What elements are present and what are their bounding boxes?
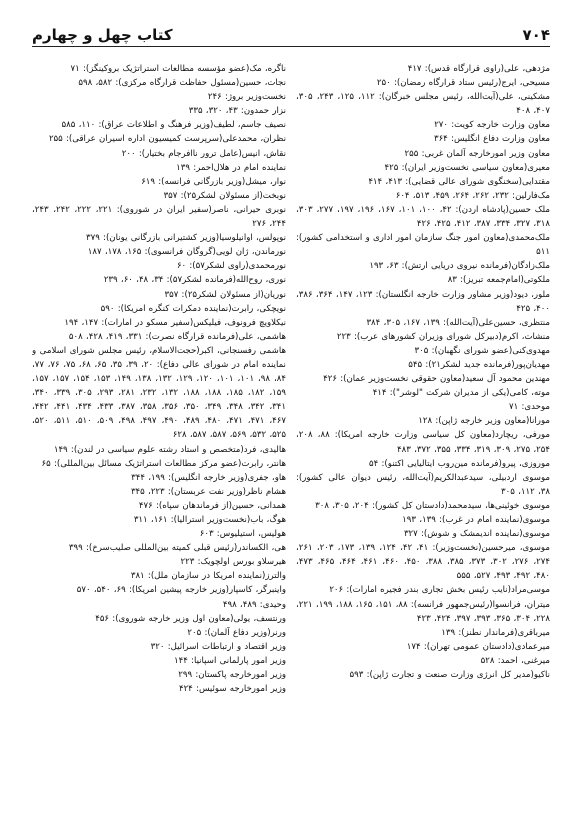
- index-entry: نویچکی، رابرت(نماینده دمکرات کنگره امریکا): ۵۹۰: [100, 303, 286, 314]
- index-entry: مشکینی، علی(آیت‌الله، رئیس مجلس خبرگان): ۱۱۲، ۱۲۵، ۲۴۳، ۳۰۵، ۴۰۷، ۴۰۸: [296, 92, 550, 117]
- page-header: [32, 20, 550, 47]
- index-entry: نصیف جاسم، لطیف(وزیر فرهنگ و اطلاعات عراق): ۱۱۰، ۵۸۵: [61, 120, 286, 131]
- index-entry: مهدیان‌پور(فرمانده جدید لشکر۲۱): ۵۴۵: [408, 359, 550, 370]
- page-number: ۷۰۴: [522, 26, 550, 44]
- index-entry: ملکوتی(امام‌جمعه تبریز): ۸۳: [447, 275, 550, 286]
- index-column-right: [296, 62, 550, 806]
- index-entry: وزیر امورخارجه پاکستان: ۲۹۹: [178, 670, 286, 681]
- index-entry: ورنر(وزیر دفاع آلمان): ۲۰۵: [187, 627, 286, 638]
- index-entry: نوپولس، اوانیلوسیا(وزیر کشتیرانی بازرگانی یونان): ۳۷۹: [85, 233, 286, 244]
- index-entry: مسیحی، ایرج(رئیس ستاد قرارگاه رمضان): ۲۵۰: [376, 78, 550, 89]
- index-entry: والترز(نماینده امریکا در سازمان ملل): ۳۸۱: [130, 571, 286, 582]
- index-entry: مهندین محمود آل سعید(معاون حقوقی نخست‌وزیر عمان): ۴۲۶: [323, 374, 550, 385]
- index-entry: وحیدی: ۴۸۹، ۴۹۸: [222, 599, 286, 610]
- index-entry: نورماندن، ژان لویی(گروگان فرانسوی): ۱۶۵، ۱۷۸، ۱۸۷: [87, 247, 286, 258]
- index-entry: نیکلاویچ فرونوف، فیلیکس(سفیر مسکو در امارات): ۱۴۷، ۱۹۴: [64, 317, 286, 328]
- index-entry: معاون وزارت خارجه کویت: ۲۷۰: [434, 120, 550, 131]
- index-entry: هاشمی رفسنجانی، اکبر(حجت‌الاسلام، رئیس مجلس شورای اسلامی و نماینده امام در شورای عالی دفاع): ۲۰، ۳۹، ۳۵، ۶۵، ۶۸، ۷۵، ۷۶، ۷۷، ۸۴، ۹۸، ۱۰۱، ۱۰۱، ۱۲۰، ۱۲۹، ۱۳۲، ۱۳۸، ۱۴۹، ۱۵۳، ۱۵۴، ۱۵۷، ۱۵۷، ۱۵۹، ۱۸۲، ۱۸۵، ۱۸۸، ۱۸۸، ۱۳۲، ۲۳۲، ۲۸۱، ۲۹۳، ۳۰۵، ۳۳۹، ۳۴۰، ۳۴۱، ۳۴۲، ۳۴۸، ۳۴۹، ۳۵۰، ۳۵۶، ۳۵۸، ۳۸۷، ۴۳۳، ۴۳۴، ۴۴۱، ۴۴۲، ۴۶۷، ۴۷۱، ۴۷۱، ۴۸۰، ۴۸۹، ۴۹۰، ۴۹۷، ۴۹۸، ۵۰۹، ۵۱۰، ۵۱۱، ۵۲۰، ۵۲۵، ۵۳۲، ۵۶۹، ۵۸۷، ۵۸۷، ۶۲۸: [32, 345, 286, 441]
- index-entry: هاو، جفری(وزیر خارجه انگلیس): ۱۹۹، ۳۴۴: [131, 472, 286, 483]
- index-entry: نوری، روح‌الله(فرمانده لشکر۵۷): ۳۴، ۴۸، ۶۰، ۲۳۹: [103, 275, 286, 286]
- index-column-left: [32, 62, 286, 806]
- index-entry: موسی‌مراد(نایب رئیس بخش تجاری بندر فجیره امارات): ۲۰۶: [329, 585, 550, 596]
- index-entry: نوبخت(از مسئولان لشکر۲۵): ۳۵۷: [163, 190, 286, 201]
- index-entry: ورنتسف، یولی(معاون اول وزیر خارجه شوروی): ۴۵۶: [95, 613, 286, 624]
- index-entry: مقتدایی(سخنگوی شورای عالی قضایی): ۴۱۳، ۴۱۴: [368, 176, 550, 187]
- index-entry: هیرسلاو بورس اولچویک: ۲۲۳: [180, 557, 286, 568]
- index-entry: موسوی، میرحسین(نخست‌وزیر): ۴۱، ۴۲، ۱۲۴، ۱۳۹، ۱۷۳، ۲۰۳، ۲۶۱، ۲۷۴، ۲۷۶، ۳۰۲، ۳۷۳، ۳۸۵، ۳۸۸، ۴۵۰، ۴۶۰، ۴۶۱، ۴۶۴، ۴۶۵، ۴۷۳، ۴۸۰، ۴۹۲، ۴۹۳، ۵۲۷، ۵۵۵: [296, 543, 550, 582]
- index-entry: نظران، محمدعلی(سرپرست کمیسیون اداره اسیران عراقی): ۲۵۵: [48, 134, 286, 145]
- index-entry: موروزی، پیرو(فرمانده مین‌روب ایتالیایی اکتنو): ۵۴: [369, 458, 550, 469]
- index-entry: موسوی خوئینی‌ها، سیدمحمد(دادستان کل کشور): ۲۰۴، ۳۰۵، ۳۰۸: [315, 500, 550, 511]
- index-entry: هی، الکساندر(رئیس قبلی کمیته بین‌المللی صلیب‌سرخ): ۳۹۹: [68, 543, 286, 554]
- index-entry: میرباقری(فرماندار نطنز): ۱۳۹: [441, 627, 550, 638]
- index-entry: هاشمی، علی(فرمانده قرارگاه نصرت): ۳۳۱، ۴۱۹، ۴۲۸، ۵۰۸: [68, 331, 286, 342]
- index-entry: موحدی: ۷۱: [509, 402, 550, 413]
- index-entry: موته، کامی(یکی از مدیران شرکت "لوشر"): ۴۱۴: [372, 388, 550, 399]
- index-entry: معیری(معاون سیاسی نخست‌وزیر ایران): ۴۲۵: [384, 162, 550, 173]
- index-entry: ملک‌زادگان(فرمانده نیروی دریایی ارتش): ۶۳، ۱۹۳: [369, 261, 550, 272]
- index-entry: نجات، حسین(مسئول حفاظت قرارگاه مرکزی): ۵۸۲، ۵۹۸: [78, 78, 286, 89]
- index-entry: مهدوی‌کنی(عضو شورای نگهبان): ۳۰۵: [414, 345, 550, 356]
- index-entry: مک‌فارلین: ۲۳۲، ۲۶۲، ۲۶۴، ۴۵۹، ۵۱۳، ۶۰۴: [395, 190, 550, 201]
- index-entry: نوریان(از مسئولان لشکر۲۵): ۳۵۷: [164, 289, 286, 300]
- index-entry: هوگ، باب(نخست‌وزیر استرالیا): ۱۶۱، ۳۱۱: [133, 515, 286, 525]
- index-entry: میرعمادی(دادستان عمومی تهران): ۱۷۴: [406, 641, 550, 652]
- index-entry: ملور، دیود(وزیر مشاور وزارت خارجه انگلستان): ۱۲۳، ۱۴۷، ۳۶۴، ۳۸۶، ۴۰۰، ۴۲۵: [296, 289, 550, 314]
- index-entry: معاون وزارت دفاع انگلیس: ۳۶۴: [433, 134, 550, 145]
- index-entry: موسوی(نماینده امام در غرب): ۱۳۹، ۱۹۳: [402, 515, 550, 525]
- index-entry: نورمحمدی(راوی لشکر۵۷): ۶۰: [176, 261, 286, 272]
- index-entry: معاون وزیر امورخارجه آلمان غربی: ۲۵۵: [404, 148, 550, 159]
- index-entry: هولیس، استیلیوس: ۶۰۳: [199, 529, 286, 540]
- index-entry: نوار، میشل(وزیر بازرگانی فرانسه): ۶۱۹: [141, 176, 286, 187]
- index-entry: نوبری حیرانی، ناصر(سفیر ایران در شوروی): ۲۲۱، ۲۲۲، ۲۴۲، ۲۴۳، ۲۴۴، ۲۷۶: [32, 204, 286, 230]
- book-title: کتاب چهل و چهارم: [32, 26, 173, 44]
- index-entry: نخست‌وزیر بروژ: ۲۴۶: [207, 92, 286, 103]
- index-entry: ناگره، مک(عضو مؤسسه مطالعات استراتژیک بروکینگز): ۷۱: [70, 64, 286, 74]
- index-entry: موسوی(نماینده اندیمشک و شوش): ۳۲۷: [403, 529, 550, 540]
- index-entry: هانتر، رابرت(عضو مرکز مطالعات استراتژیک مسائل بین‌المللی): ۶۵: [41, 458, 286, 469]
- index-entry: میرغنی، احمد: ۵۲۸: [480, 655, 550, 666]
- index-entry: وزیر امور پارلمانی اسپانیا: ۱۴۴: [173, 655, 286, 666]
- index-entry: واینبرگر، کاسپار(وزیر خارجه پیشین امریکا): ۶۹، ۵۴۰، ۵۷۰: [76, 585, 286, 596]
- index-entry: هالیدی، فرد(متخصص و استاد رشته علوم سیاسی در لندن): ۱۴۹: [53, 444, 286, 455]
- index-entry: هشام ناظر(وزیر نفت عربستان): ۲۲۳، ۳۴۵: [130, 486, 286, 497]
- index-entry: موسوی اردبیلی، سیدعبدالکریم(آیت‌الله، رئیس دیوان عالی کشور): ۳۸، ۱۱۲، ۳۰۵: [296, 472, 550, 497]
- index-entry: همدانی، حسین(از فرماندهان سپاه): ۴۷۶: [138, 500, 286, 511]
- index-entry: نزار حمدون: ۴۳، ۳۲۰، ۳۳۵: [188, 106, 286, 117]
- index-entry: نماینده امام در هلال‌احمر: ۱۳۹: [176, 162, 286, 173]
- index-columns: [32, 62, 550, 806]
- index-entry: ملک‌محمدی(معاون امور جنگ سازمان امور اداری و استخدامی کشور): ۵۱۱: [296, 233, 550, 258]
- index-entry: وزیر امورخارجه سوئیس: ۴۲۴: [178, 684, 286, 695]
- index-entry: منتظری، حسین‌علی(آیت‌الله): ۱۳۹، ۱۶۷، ۳۰۵، ۳۸۴: [366, 317, 550, 328]
- index-entry: نقاش، انیس(عامل ترور ناافرجام بختیار): ۲۰۰: [121, 148, 286, 159]
- index-entry: میتران، فرانسوا(رئیس‌جمهور فرانسه): ۸۸، ۱۵۱، ۱۶۵، ۱۸۸، ۱۹۹، ۲۲۱، ۲۲۸، ۳۰۴، ۳۶۵، ۳۹۳، ۳۹۷، ۴۲۴، ۴۲۳: [296, 599, 550, 624]
- index-entry: ناکیو(مدیر کل انرژی وزارت صنعت و تجارت ژاپن): ۵۹۳: [349, 670, 550, 681]
- index-entry: مورفی، ریچارد(معاون کل سیاسی وزارت خارجه امریکا): ۸۸، ۲۰۸، ۲۵۴، ۲۷۵، ۳۰۹، ۳۱۹، ۳۳۴، ۳۵۵، ۳۷۲، ۴۸۳: [296, 430, 550, 455]
- index-entry: منشات، اکرم(دبیرکل شورای وزیران کشورهای عرب): ۲۲۳: [336, 331, 550, 342]
- index-entry: وزیر اقتصاد و ارتباطات اسرائیل: ۳۲۰: [150, 641, 286, 652]
- index-entry: ملک حسین(پادشاه اردن): ۴۲، ۱۰۰، ۱۰۱، ۱۶۷، ۱۹۶، ۱۹۷، ۲۷۷، ۳۰۳، ۳۱۸، ۳۲۷، ۳۳۴، ۳۸۷، ۴۱۲، ۴۲۵، ۴۲۶: [296, 204, 550, 230]
- index-entry: مورانا(معاون وزیر خارجه ژاپن): ۱۲۸: [418, 416, 550, 427]
- index-entry: مژدهی، علی(راوی قرارگاه قدس): ۴۱۷: [407, 64, 550, 74]
